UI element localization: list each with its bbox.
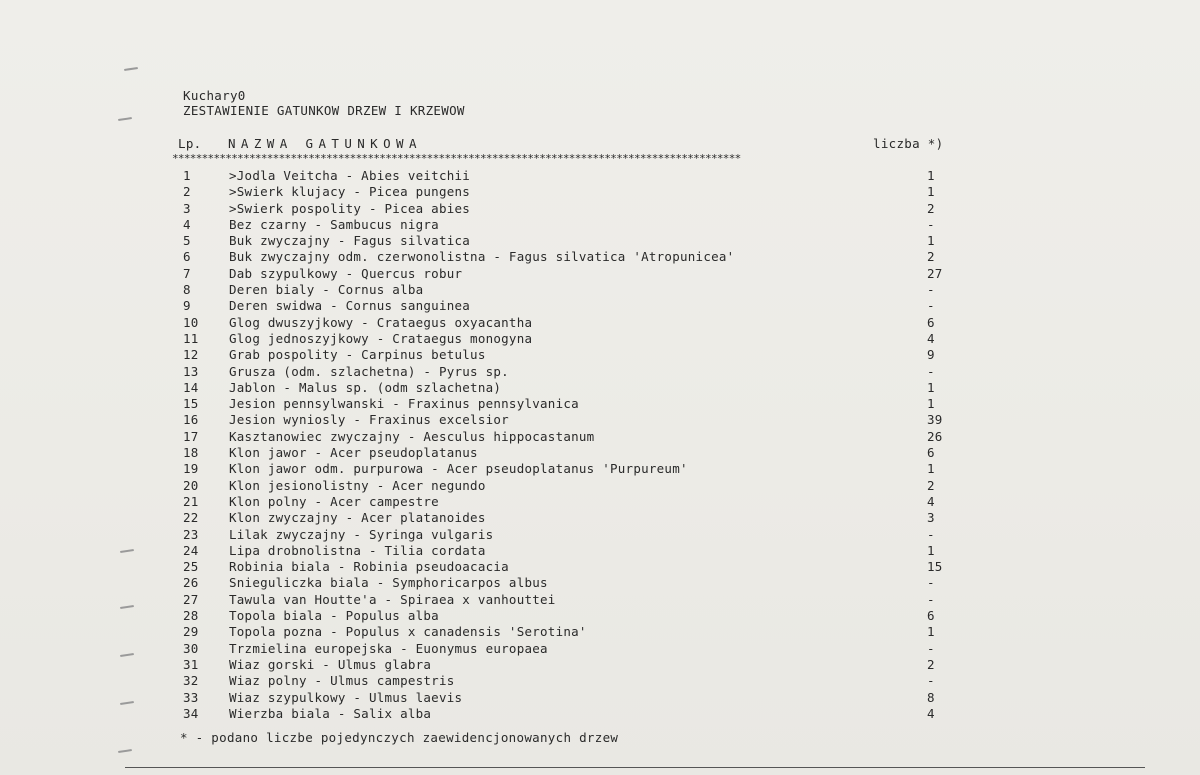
species-name: Klon jawor - Acer pseudoplatanus (229, 445, 478, 461)
tree-count: - (927, 591, 935, 607)
row-number: 15 (183, 396, 199, 412)
species-name: Grab pospolity - Carpinus betulus (229, 347, 486, 363)
row-number: 33 (183, 689, 199, 705)
row-number: 4 (183, 216, 191, 232)
list-item (183, 298, 963, 314)
species-name: Buk zwyczajny - Fagus silvatica (229, 233, 471, 249)
species-name: Jesion wyniosly - Fraxinus excelsior (229, 412, 509, 428)
column-header-count: liczba *) (873, 136, 944, 151)
file-label: Kuchary0 (183, 88, 246, 103)
species-name: Jesion pennsylwanski - Fraxinus pennsylvanica (229, 396, 579, 412)
tree-count: - (927, 640, 935, 656)
row-number: 5 (183, 233, 191, 249)
tree-count: 4 (927, 330, 935, 346)
separator-stars: ************************************************************************************************ (172, 153, 741, 165)
species-name: >Jodla Veitcha - Abies veitchii (229, 168, 471, 183)
list-item (183, 364, 963, 380)
list-item (183, 592, 963, 608)
list-item (183, 543, 963, 559)
row-number: 8 (183, 282, 191, 298)
species-name: Bez czarny - Sambucus nigra (229, 216, 439, 232)
tree-count: 2 (927, 477, 935, 493)
row-number: 30 (183, 640, 199, 656)
species-name: Topola pozna - Populus x canadensis 'Serotina' (229, 624, 587, 640)
species-name: Wierzba biala - Salix alba (229, 705, 432, 721)
list-item (183, 315, 963, 331)
row-number: 29 (183, 624, 199, 640)
species-name: Buk zwyczajny odm. czerwonolistna - Fagus silvatica 'Atropunicea' (229, 249, 735, 265)
list-item (183, 168, 963, 184)
tree-count: 6 (927, 445, 935, 461)
row-number: 12 (183, 347, 199, 363)
species-name: Dab szypulkowy - Quercus robur (229, 265, 463, 281)
row-number: 21 (183, 493, 199, 509)
species-name: >Swierk klujacy - Picea pungens (229, 184, 471, 200)
species-name: Tawula van Houtte'a - Spiraea x vanhouttei (229, 591, 556, 607)
list-item (183, 690, 963, 706)
species-name: Deren swidwa - Cornus sanguinea (229, 298, 471, 314)
list-item (183, 461, 963, 477)
species-name: Grusza (odm. szlachetna) - Pyrus sp. (229, 363, 509, 379)
tree-count: - (927, 216, 935, 232)
species-name: Robinia biala - Robinia pseudoacacia (229, 559, 509, 575)
row-number: 34 (183, 705, 199, 721)
species-name: Klon polny - Acer campestre (229, 493, 439, 509)
species-name: Glog jednoszyjkowy - Crataegus monogyna (229, 330, 533, 346)
species-name: Deren bialy - Cornus alba (229, 282, 424, 298)
species-name: Wiaz polny - Ulmus campestris (229, 673, 455, 689)
tree-count: - (927, 673, 935, 689)
species-name: Glog dwuszyjkowy - Crataegus oxyacantha (229, 314, 533, 330)
row-number: 19 (183, 461, 199, 477)
list-item (183, 412, 963, 428)
tree-count: 2 (927, 656, 935, 672)
tree-count: - (927, 282, 935, 298)
tree-count: - (927, 526, 935, 542)
row-number: 11 (183, 330, 199, 346)
species-name: Wiaz szypulkowy - Ulmus laevis (229, 689, 463, 705)
list-item (183, 559, 963, 575)
document-title: ZESTAWIENIE GATUNKOW DRZEW I KRZEWOW (183, 103, 465, 118)
row-number: 20 (183, 477, 199, 493)
row-number: 28 (183, 608, 199, 624)
list-item (183, 510, 963, 526)
list-item (183, 608, 963, 624)
list-item (183, 641, 963, 657)
tree-count: 1 (927, 184, 935, 200)
list-item (183, 575, 963, 591)
tree-count: 39 (927, 412, 943, 428)
list-item (183, 201, 963, 217)
tree-count: 1 (927, 233, 935, 249)
species-name: Klon zwyczajny - Acer platanoides (229, 510, 486, 526)
bottom-rule (125, 767, 1145, 768)
tree-count: 1 (927, 168, 935, 183)
species-list (183, 168, 963, 722)
row-number: 2 (183, 184, 191, 200)
row-number: 17 (183, 428, 199, 444)
row-number: 23 (183, 526, 199, 542)
tree-count: 1 (927, 542, 935, 558)
list-item (183, 494, 963, 510)
species-name: Jablon - Malus sp. (odm szlachetna) (229, 379, 502, 395)
row-number: 27 (183, 591, 199, 607)
list-item (183, 217, 963, 233)
row-number: 18 (183, 445, 199, 461)
tree-count: 2 (927, 249, 935, 265)
column-header-name: NAZWA GATUNKOWA (228, 136, 422, 151)
tree-count: 26 (927, 428, 943, 444)
row-number: 32 (183, 673, 199, 689)
list-item (183, 331, 963, 347)
list-item (183, 527, 963, 543)
tree-count: 1 (927, 624, 935, 640)
list-item (183, 184, 963, 200)
tree-count: - (927, 298, 935, 314)
list-item (183, 624, 963, 640)
species-name: Kasztanowiec zwyczajny - Aesculus hippocastanum (229, 428, 595, 444)
species-name: Lilak zwyczajny - Syringa vulgaris (229, 526, 494, 542)
tree-count: 6 (927, 314, 935, 330)
tree-count: 6 (927, 608, 935, 624)
list-item (183, 478, 963, 494)
tree-count: 4 (927, 493, 935, 509)
row-number: 9 (183, 298, 191, 314)
list-item (183, 266, 963, 282)
row-number: 3 (183, 200, 191, 216)
row-number: 24 (183, 542, 199, 558)
species-name: Lipa drobnolistna - Tilia cordata (229, 542, 486, 558)
tree-count: 1 (927, 396, 935, 412)
row-number: 7 (183, 265, 191, 281)
row-number: 14 (183, 379, 199, 395)
footnote: * - podano liczbe pojedynczych zaewidencjonowanych drzew (180, 730, 619, 745)
tree-count: 27 (927, 265, 943, 281)
tree-count: 15 (927, 559, 943, 575)
row-number: 31 (183, 656, 199, 672)
list-item (183, 445, 963, 461)
species-name: Snieguliczka biala - Symphoricarpos albus (229, 575, 548, 591)
list-item (183, 673, 963, 689)
column-header-lp: Lp. (178, 136, 202, 151)
tree-count: 1 (927, 461, 935, 477)
species-name: >Swierk pospolity - Picea abies (229, 200, 471, 216)
row-number: 16 (183, 412, 199, 428)
list-item (183, 233, 963, 249)
row-number: 10 (183, 314, 199, 330)
row-number: 6 (183, 249, 191, 265)
species-name: Klon jesionolistny - Acer negundo (229, 477, 486, 493)
list-item (183, 347, 963, 363)
list-item (183, 380, 963, 396)
tree-count: 4 (927, 705, 935, 721)
tree-count: 2 (927, 200, 935, 216)
tree-count: 3 (927, 510, 935, 526)
list-item (183, 396, 963, 412)
list-item (183, 429, 963, 445)
list-item (183, 706, 963, 722)
tree-count: 9 (927, 347, 935, 363)
list-item (183, 282, 963, 298)
list-item (183, 249, 963, 265)
species-name: Trzmielina europejska - Euonymus europaea (229, 640, 548, 656)
tree-count: - (927, 575, 935, 591)
document-header (183, 88, 465, 118)
tree-count: - (927, 363, 935, 379)
row-number: 26 (183, 575, 199, 591)
row-number: 22 (183, 510, 199, 526)
species-name: Topola biala - Populus alba (229, 608, 439, 624)
species-name: Klon jawor odm. purpurowa - Acer pseudoplatanus 'Purpureum' (229, 461, 688, 477)
row-number: 1 (183, 168, 191, 183)
row-number: 25 (183, 559, 199, 575)
tree-count: 8 (927, 689, 935, 705)
species-name: Wiaz gorski - Ulmus glabra (229, 656, 432, 672)
tree-count: 1 (927, 379, 935, 395)
list-item (183, 657, 963, 673)
row-number: 13 (183, 363, 199, 379)
